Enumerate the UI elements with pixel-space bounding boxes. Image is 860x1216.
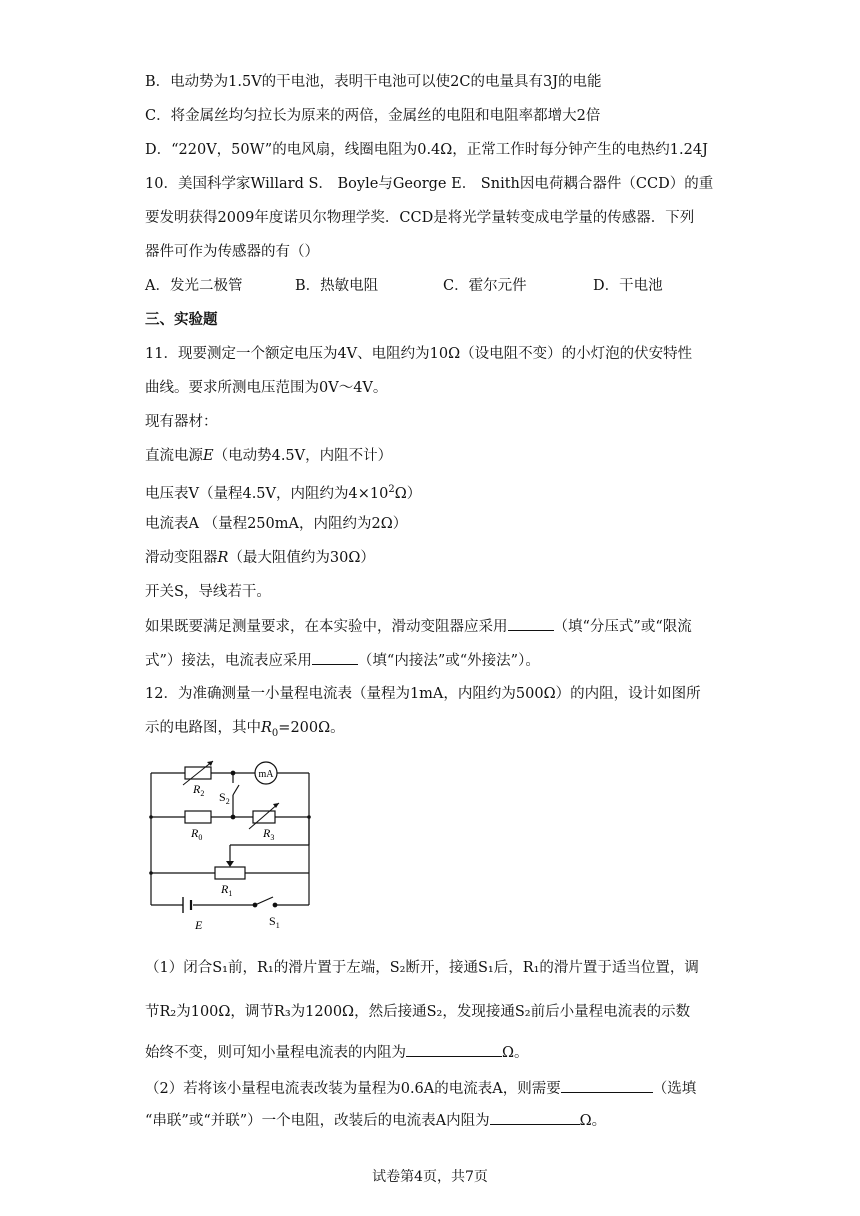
part-2-line2: “串联”或“并联”）一个电阻，改装后的电流表A内阻为 Ω。 — [145, 1110, 606, 1131]
label-s2: $S_2$ — [219, 790, 230, 806]
question-10-line1: 10．美国科学家Willard S． Boyle与George E． Snith因电荷耦合器件（CCD）的重 — [145, 176, 714, 192]
question-12-line1: 12．为准确测量一小量程电流表（量程为1mA，内阻约为500Ω）的内阻，设计如图所 — [145, 686, 701, 702]
option-c-prev: C．将金属丝均匀拉长为原来的两倍，金属丝的电阻和电阻率都增大2倍 — [145, 108, 601, 124]
label-r2: $R_2$ — [193, 782, 205, 798]
part-1-line1: （1）闭合S₁前，R₁的滑片置于左端，S₂断开，接通S₁后，R₁的滑片置于适当位置，调 — [145, 960, 699, 976]
part-1-line2: 节R₂为100Ω，调节R₃为1200Ω，然后接通S₂，发现接通S₂前后小量程电流表的示数 — [145, 1004, 691, 1020]
option-d-prev: D．“220V，50W”的电风扇，线圈电阻为0.4Ω，正常工作时每分钟产生的电热约1.24J — [145, 142, 708, 158]
equipment-voltmeter: 电压表V（量程4.5V，内阻约为$4\times 10^2\Omega$） — [145, 484, 422, 502]
question-10-line3: 器件可作为传感器的有（） — [145, 244, 319, 260]
circuit-diagram — [145, 755, 315, 935]
question-12-line2: 示的电路图，其中$R_0=200\Omega$。 — [145, 720, 345, 739]
ma-label: mA — [258, 769, 274, 780]
answer-blank-2[interactable] — [312, 650, 358, 665]
question-10-line2: 要发明获得2009年度诺贝尔物理学奖．CCD是将光学量转变成电学量的传感器．下列 — [145, 210, 695, 226]
switch-s1 — [253, 897, 277, 907]
equipment-switch: 开关S，导线若干。 — [145, 584, 271, 600]
part-1-line3: 始终不变，则可知小量程电流表的内阻为 Ω。 — [145, 1042, 529, 1063]
label-r1: $R_1$ — [221, 882, 233, 898]
page-footer: 试卷第4页，共7页 — [372, 1169, 488, 1185]
resistor-r0 — [185, 811, 211, 823]
label-r0: $R_0$ — [191, 826, 203, 842]
answer-blank-1[interactable] — [508, 616, 554, 631]
equipment-power: 直流电源E（电动势4.5V，内阻不计） — [145, 448, 393, 464]
part-2-line1: （2）若将该小量程电流表改装为量程为0.6A的电流表A，则需要 （选填 — [145, 1078, 696, 1099]
label-r3: $R_3$ — [263, 826, 275, 842]
section-title: 三、实验题 — [145, 311, 218, 328]
question-11-line1: 11．现要测定一个额定电压为4V、电阻约为10Ω（设电阻不变）的小灯泡的伏安特性 — [145, 346, 693, 362]
question-11-line3: 现有器材： — [145, 414, 218, 430]
option-a: A．发光二极管 — [145, 278, 243, 294]
option-b-prev: B．电动势为1.5V的干电池，表明干电池可以使2C的电量具有3J的电能 — [145, 74, 602, 90]
question-11-fill-1: 如果既要满足测量要求，在本实验中，滑动变阻器应采用 （填“分压式”或“限流 — [145, 616, 692, 637]
equipment-rheostat: 滑动变阻器R（最大阻值约为30Ω） — [145, 550, 375, 566]
battery-e — [183, 897, 191, 913]
label-e: E — [195, 918, 203, 932]
option-c: C．霍尔元件 — [443, 278, 527, 294]
answer-blank-5[interactable] — [490, 1110, 580, 1125]
slider-arrow — [226, 861, 234, 867]
answer-blank-4[interactable] — [561, 1078, 653, 1093]
answer-blank-3[interactable] — [406, 1042, 502, 1057]
question-11-fill-2: 式”）接法，电流表应采用 （填“内接法”或“外接法”）。 — [145, 650, 540, 671]
resistor-r1 — [215, 867, 245, 879]
switch-s2 — [231, 771, 239, 819]
option-b: B．热敏电阻 — [295, 278, 379, 294]
option-d: D．干电池 — [593, 278, 663, 294]
label-s1: $S_1$ — [269, 914, 280, 930]
equipment-ammeter: 电流表A （量程250mA，内阻约为2Ω） — [145, 516, 408, 532]
question-11-line2: 曲线。要求所测电压范围为0V～4V。 — [145, 380, 388, 396]
